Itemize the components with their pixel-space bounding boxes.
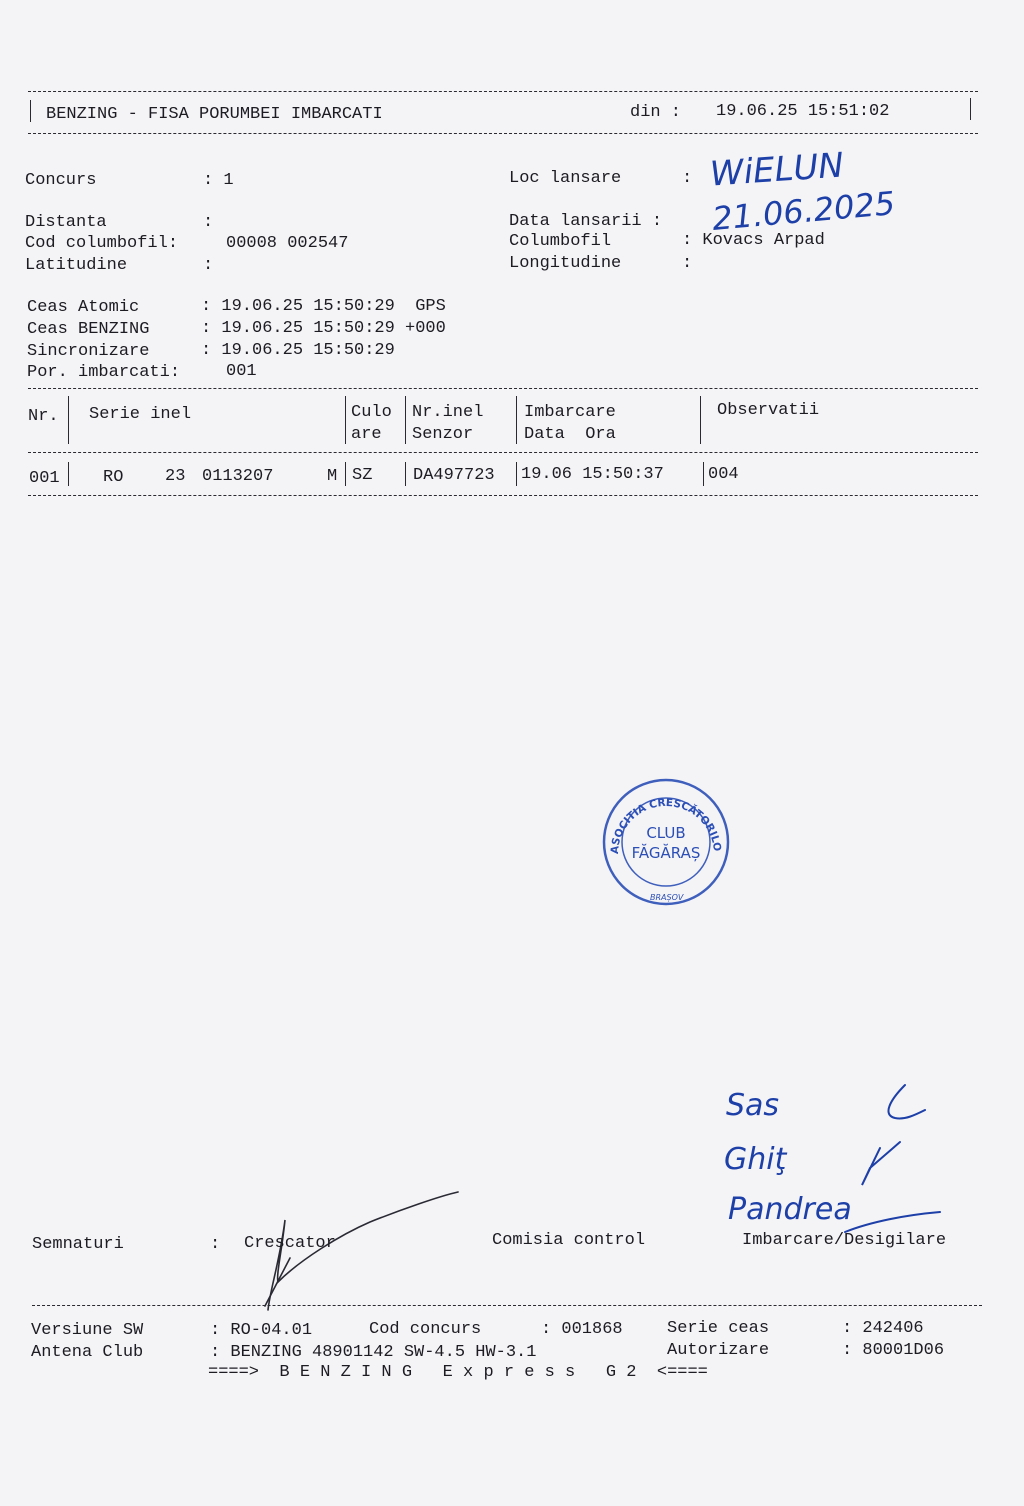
columbofil-label: Columbofil [509,232,612,251]
cod-concurs-value: : 001868 [541,1320,623,1339]
cell-sex: M [327,467,338,486]
cell-nr: 001 [29,469,60,488]
cell-ring: 0113207 [202,467,274,486]
hand-name-1: Sas [726,1088,780,1123]
antena-label: Antena Club [31,1343,144,1362]
sincronizare-value: : 19.06.25 15:50:29 [201,341,395,360]
crescator-label: Crescator [244,1234,336,1253]
por-imbarcati-label: Por. imbarcati: [27,363,181,382]
versiune-label: Versiune SW [31,1321,144,1340]
por-imbarcati-value: 001 [226,362,257,381]
cell-country: RO [103,468,124,487]
imbarcare-desigilare-label: Imbarcare/Desigilare [742,1231,947,1250]
sincronizare-label: Sincronizare [27,342,150,361]
distanta-value: : [203,213,214,232]
ceas-atomic-label: Ceas Atomic [27,298,140,317]
cell-senzor: DA497723 [413,466,495,485]
serie-ceas-value: : 242406 [842,1319,924,1338]
cod-concurs-label: Cod concurs [369,1320,482,1339]
loc-lansare-value: : [682,169,693,188]
columbofil-value: : Kovacs Arpad [682,231,825,250]
ceas-benzing-label: Ceas BENZING [27,320,150,339]
hand-name-3: Pandrea [728,1192,852,1227]
loc-lansare-handwritten: WiELUN [708,145,846,195]
th-culoare-1: Culo [351,403,392,422]
data-lansarii-label: Data lansarii : [509,212,663,231]
cod-columbofil-label: Cod columbofil: [25,234,179,253]
cell-culoare: SZ [352,466,373,485]
latitudine-label: Latitudine [25,256,128,275]
stamp-center-line2: FĂGĂRAȘ [631,844,701,862]
hand-name-2: Ghiţ [724,1142,787,1177]
header-date-label: din : [630,103,682,122]
cell-observatii: 004 [708,465,739,484]
th-imbarcare-2: Data Ora [524,425,616,444]
cell-year: 23 [165,467,186,486]
loc-lansare-label: Loc lansare [509,169,622,188]
semnaturi-label: Semnaturi [32,1235,124,1254]
benzing-banner: ====> B E N Z I N G E x p r e s s G 2 <==== [208,1363,708,1382]
th-nrinel-1: Nr.inel [412,403,484,422]
footer-rule [32,1305,982,1306]
stamp-center-line1: CLUB [646,824,686,842]
data-lansarii-handwritten: 21.06.2025 [710,184,897,238]
distanta-label: Distanta [25,213,107,232]
versiune-value: : RO-04.01 [210,1321,313,1340]
concurs-label: Concurs [25,171,97,190]
serie-ceas-label: Serie ceas [667,1319,770,1338]
cod-columbofil-value: 00008 002547 [226,234,349,253]
header-date-value: 19.06.25 15:51:02 [716,102,890,121]
comisia-control-label: Comisia control [492,1231,646,1250]
th-nr: Nr. [28,407,59,426]
antena-value: : BENZING 48901142 SW-4.5 HW-3.1 [210,1343,537,1362]
ceas-benzing-value: : 19.06.25 15:50:29 +000 [201,319,446,338]
longitudine-label: Longitudine [509,254,622,273]
cell-imbarcare: 19.06 15:50:37 [521,465,664,484]
th-serie-inel: Serie inel [89,405,192,424]
header-title: BENZING - FISA PORUMBEI IMBARCATI [46,105,383,124]
semnaturi-colon: : [210,1235,221,1254]
th-nrinel-2: Senzor [412,425,474,444]
th-observatii: Observatii [717,401,820,420]
autorizare-label: Autorizare [667,1341,770,1360]
longitudine-value: : [682,254,693,273]
concurs-value: : 1 [203,171,234,190]
th-culoare-2: are [351,425,382,444]
stamp-ring-text: ASOCITIA CRESCĂTORILOR DE PORUMBEI [590,767,724,855]
autorizare-value: : 80001D06 [842,1341,945,1360]
ceas-atomic-value: : 19.06.25 15:50:29 GPS [201,297,446,316]
th-imbarcare-1: Imbarcare [524,403,616,422]
latitudine-value: : [203,256,214,275]
stamp-bottom-text: BRAȘOV [650,893,684,902]
